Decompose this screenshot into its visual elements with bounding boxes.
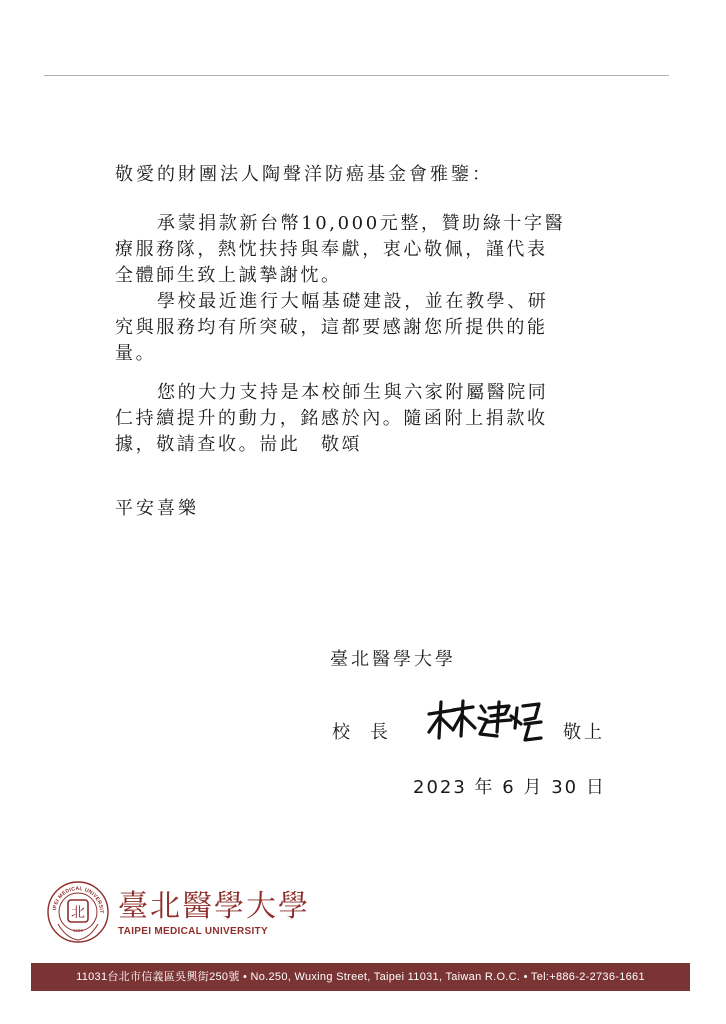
paragraph-support xyxy=(115,380,615,458)
regards-text: 敬上 xyxy=(563,722,605,743)
paragraph-line: 究與服務均有所突破，這都要感謝您所提供的能 xyxy=(115,317,548,338)
date-month: 6 xyxy=(502,777,516,798)
letterhead-brand xyxy=(118,890,310,937)
paragraph-line: 學校最近進行大幅基礎建設，並在教學、研 xyxy=(157,291,549,312)
letter-date xyxy=(413,773,606,799)
date-day-unit: 日 xyxy=(585,777,606,798)
signatory-title: 校長 xyxy=(332,722,408,743)
paragraph-line: 量。 xyxy=(115,343,157,364)
paragraph-line: 全體師生致上誠摯謝忱。 xyxy=(115,265,342,286)
date-year: 2023 xyxy=(413,777,467,798)
paragraph-line: 據，敬請查收。耑此 敬頌 xyxy=(115,434,363,455)
logo-emblem: 北 xyxy=(71,905,85,921)
closing-greeting: 平安喜樂 xyxy=(115,498,199,519)
date-month-unit: 月 xyxy=(523,777,544,798)
paragraph-line: 仁持續提升的動力，銘感於內。隨函附上捐款收 xyxy=(115,408,548,429)
brand-name-english: TAIPEI MEDICAL UNIVERSITY xyxy=(118,926,268,937)
footer-address-bar: 11031台北市信義區吳興街250號 • No.250, Wuxing Street, Taipei 11031, Taiwan R.O.C. • Tel:+886-2-2736-1661 xyxy=(31,963,690,991)
paragraph-line: 承蒙捐款新台幣10,000元整，贊助綠十字醫 xyxy=(157,213,566,234)
salutation: 敬愛的財團法人陶聲洋防癌基金會雅鑒： xyxy=(115,164,493,185)
paragraph-infrastructure xyxy=(115,289,615,367)
paragraph-donation xyxy=(115,211,615,289)
date-day: 30 xyxy=(551,777,579,798)
handwritten-signature xyxy=(425,698,543,742)
date-year-unit: 年 xyxy=(474,777,495,798)
top-divider xyxy=(44,75,669,76)
brand-name-chinese: 臺北醫學大學 xyxy=(118,889,310,924)
university-logo xyxy=(46,880,110,944)
logo-ring-text: IPEI MEDICAL UNIVERSIT xyxy=(52,885,105,914)
signatory-university: 臺北醫學大學 xyxy=(330,649,456,670)
logo-year: 1960 xyxy=(72,928,84,933)
paragraph-line: 您的大力支持是本校師生與六家附屬醫院同 xyxy=(157,382,549,403)
paragraph-line: 療服務隊，熱忱扶持與奉獻，衷心敬佩，謹代表 xyxy=(115,239,548,260)
